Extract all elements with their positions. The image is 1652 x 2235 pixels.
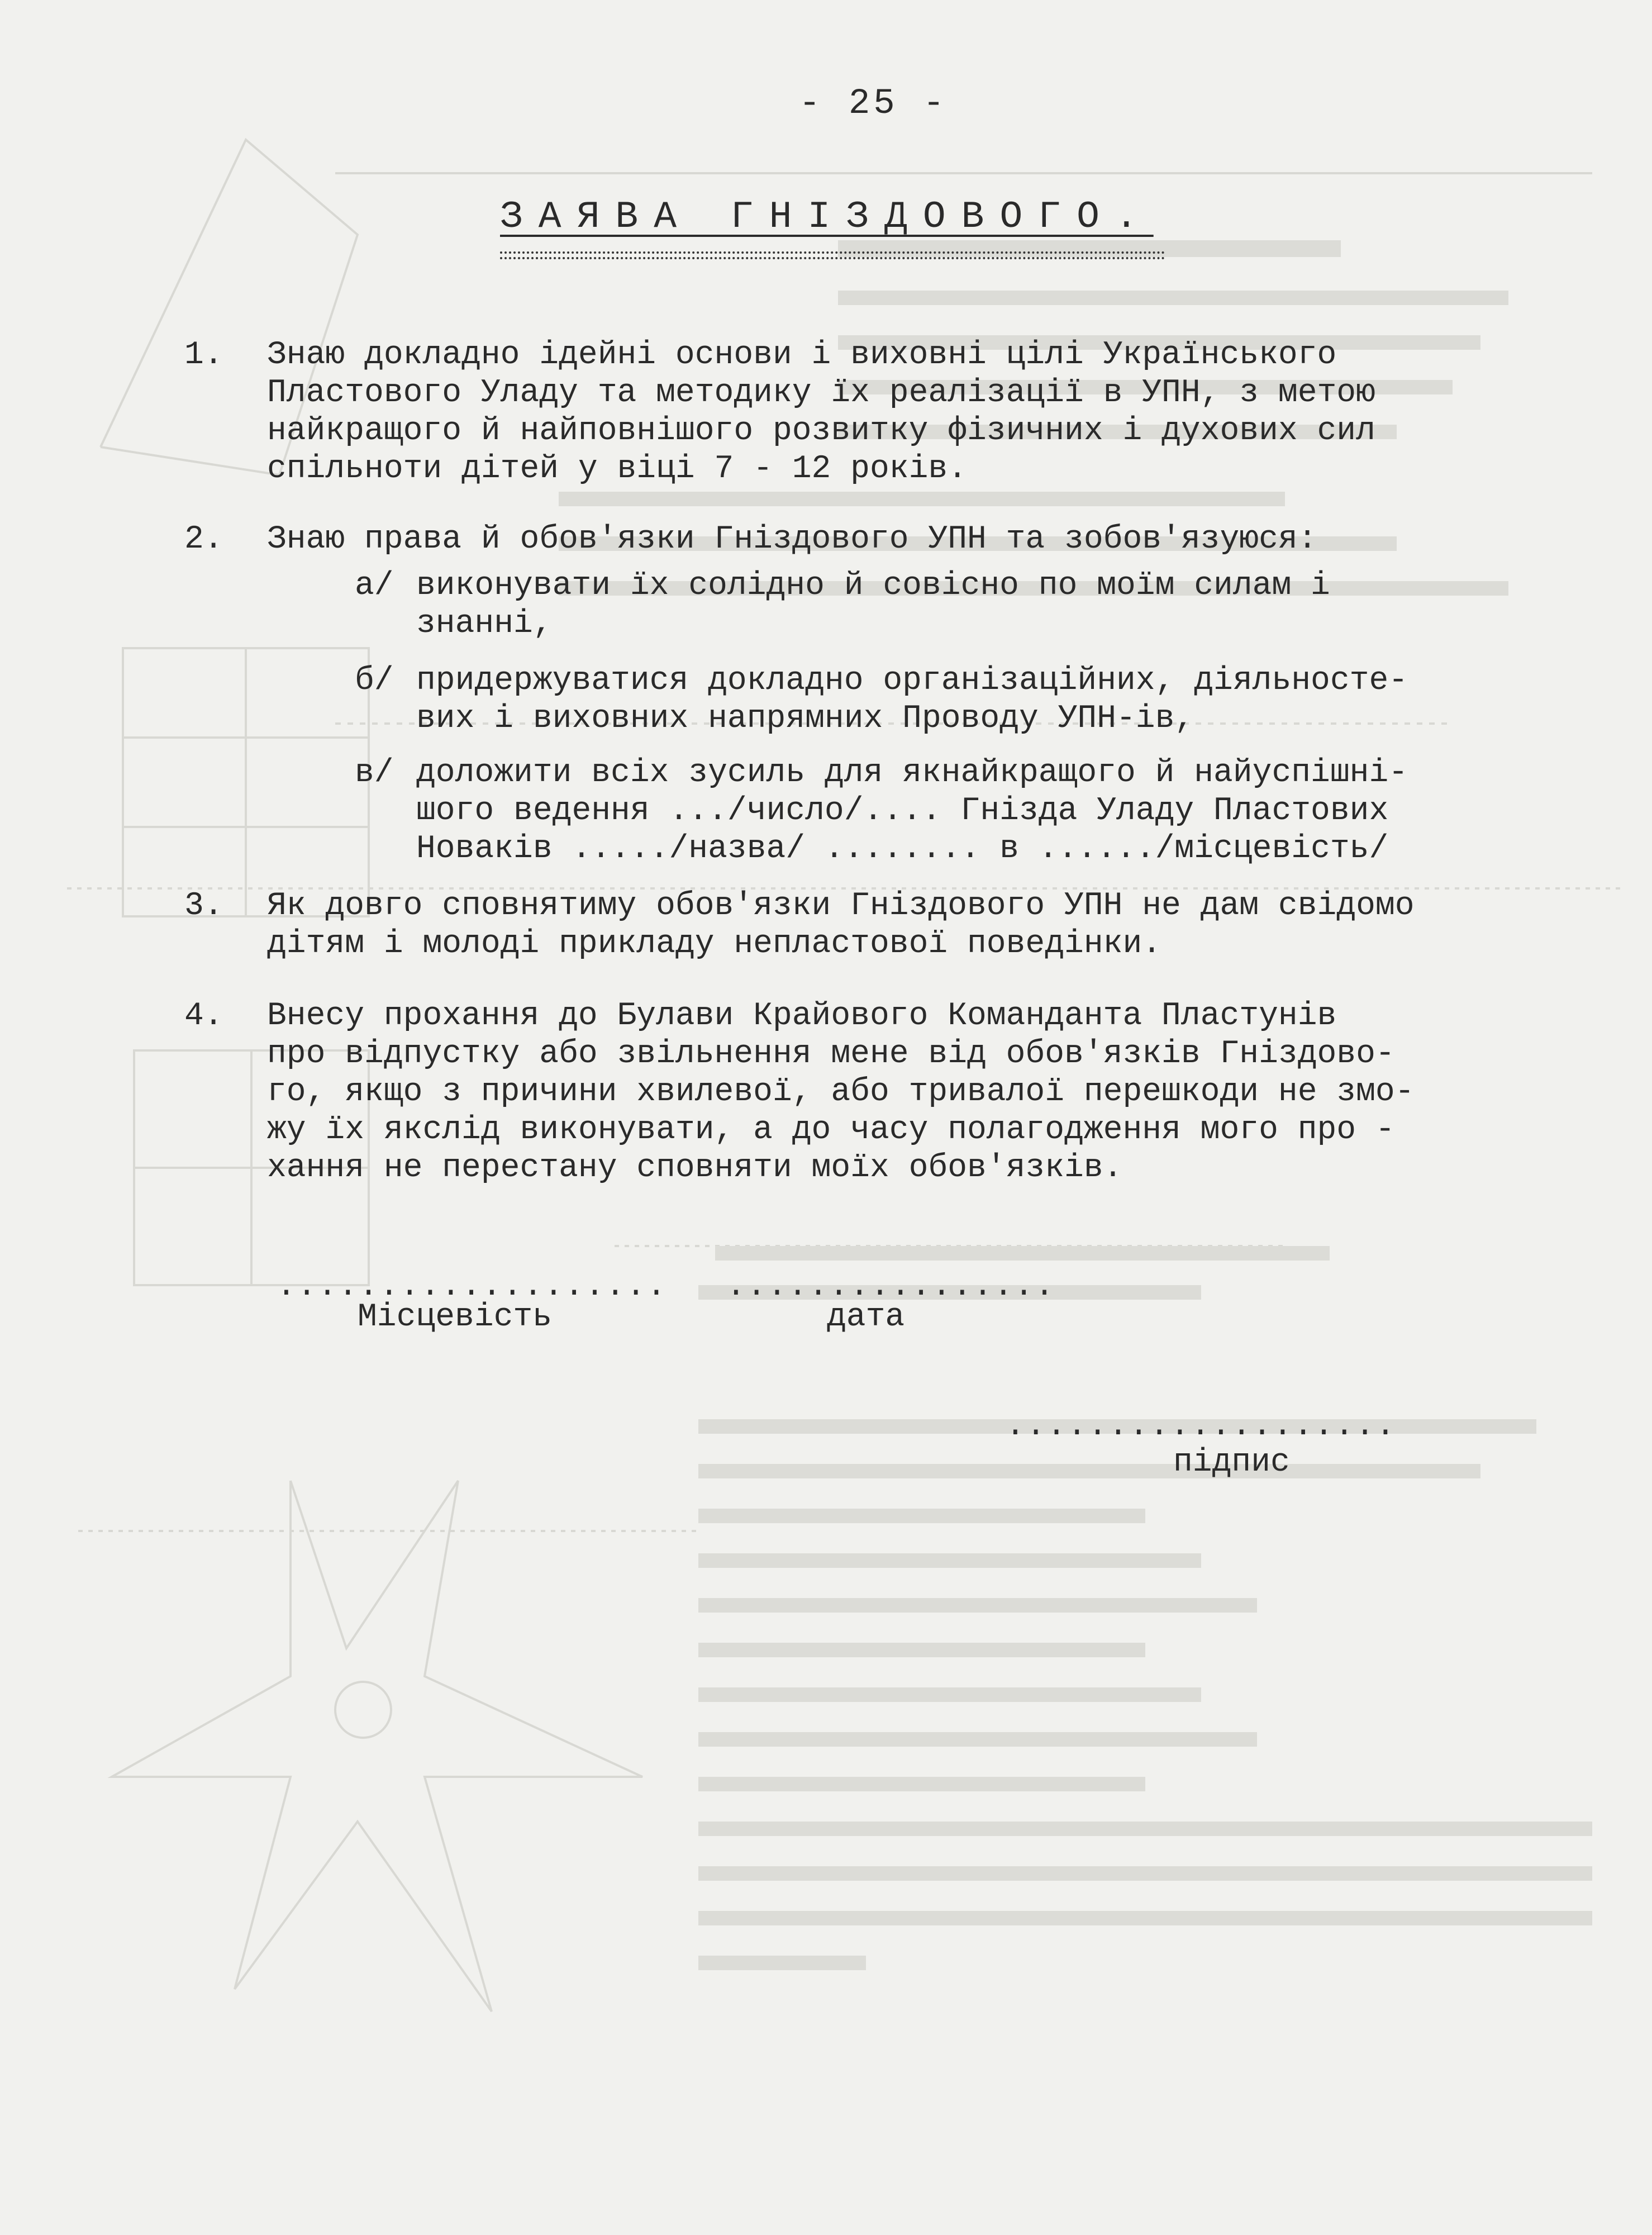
place-dotted-line: ................... <box>277 1268 668 1305</box>
item-2c-line-1: доложити всіх зусиль для якнайкращого й найуспішні- <box>416 755 1408 791</box>
item-1-line-1: Знаю докладно ідейні основи і виховні цілі Українського <box>267 337 1337 373</box>
item-1-line-3: найкращого й найповнішого розвитку фізичних і духових сил <box>267 413 1375 449</box>
signature-label: підпис <box>1173 1444 1290 1481</box>
item-4-line-1: Внесу прохання до Булави Крайового Команданта Пластунів <box>267 998 1337 1034</box>
item-1-number: 1. <box>184 337 223 373</box>
item-3-line-2: дітям і молоді прикладу непластової поведінки. <box>267 926 1162 962</box>
item-1-line-4: спільноти дітей у віці 7 - 12 років. <box>267 451 968 487</box>
item-2a-line-1: виконувати їх солідно й совісно по моїм силам і <box>416 568 1330 604</box>
place-label: Місцевість <box>358 1299 553 1335</box>
item-2b-line-2: вих і виховних напрямних Проводу УПН-ів, <box>416 701 1194 737</box>
item-2b-line-1: придержуватися докладно організаційних, діяльносте- <box>416 663 1408 699</box>
item-1-line-2: Пластового Уладу та методику їх реалізації в УПН, з метою <box>267 375 1375 411</box>
signature-dotted-line: ................... <box>1006 1408 1397 1444</box>
item-4-line-2: про відпустку або звільнення мене від обов'язків Гніздово- <box>267 1036 1395 1072</box>
item-2a-marker: а/ <box>355 568 394 604</box>
item-2-number: 2. <box>184 521 223 558</box>
item-4-number: 4. <box>184 998 223 1034</box>
item-2a-line-2: знанні, <box>416 606 553 642</box>
document-title: ЗАЯВА ГНІЗДОВОГО. <box>500 196 1154 239</box>
item-2b-marker: б/ <box>355 663 394 699</box>
page-number: - 25 - <box>799 84 948 124</box>
item-4-line-4: жу їх якслід виконувати, а до часу полагодження мого про - <box>267 1112 1395 1148</box>
item-2c-marker: в/ <box>355 755 394 791</box>
date-dotted-line: ................ <box>726 1268 1055 1305</box>
item-2-line-1: Знаю права й обов'язки Гніздового УПН та зобов'язуюся: <box>267 521 1317 558</box>
item-3-number: 3. <box>184 888 223 924</box>
item-2c-line-3: Новаків ...../назва/ ........ в ....../місцевість/ <box>416 831 1389 867</box>
item-4-line-3: го, якщо з причини хвилевої, або тривалої перешкоди не змо- <box>267 1074 1415 1110</box>
date-label: дата <box>827 1299 905 1335</box>
item-2c-line-2: шого ведення .../число/.... Гнізда Уладу Пластових <box>416 793 1389 829</box>
item-3-line-1: Як довго сповнятиму обов'язки Гніздового УПН не дам свідомо <box>267 888 1415 924</box>
title-double-underline <box>500 251 1165 259</box>
item-4-line-5: хання не перестану сповняти моїх обов'язків. <box>267 1150 1123 1186</box>
